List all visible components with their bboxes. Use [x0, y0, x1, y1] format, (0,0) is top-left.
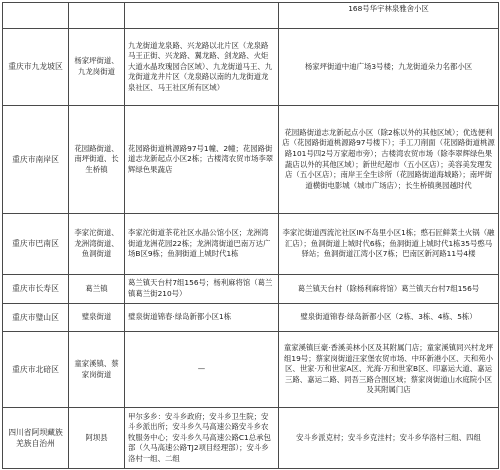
high-risk-area-cell: 璧泉街道锦春·绿岛新都小区1栋: [125, 304, 279, 332]
street-cell: 李家沱街道、龙洲湾街道、鱼洞街道: [69, 214, 125, 275]
medium-risk-area-cell: 花园路街道志龙新起点小区（除2栋以外的其他区域）；优选便利店（花园路街道桃源路97号楼下）；手工刀削面（花园路街道桃源路101号四2号万家超市旁）；古楼湾农贸市场（除李翠辉绿色果蔬店以外的其他区域）；新世纪超市（五小区店）；美容美发理发店（五小区店）；南岸王全生诊所（花园路街道海城路）；南坪街道横街电影城（城市广场店）；长生桥镇奥园越时代: [279, 106, 499, 214]
table-row: [3, 214, 499, 275]
region-cell: 重庆市北碚区: [3, 332, 69, 408]
table-row: [3, 408, 499, 469]
regional-risk-area-table: [2, 2, 499, 469]
street-cell: 葛兰镇: [69, 275, 125, 304]
table-row: [3, 332, 499, 408]
medium-risk-area-cell: 杨家坪街道中迪广场3号楼；九龙街道朵力名都小区: [279, 29, 499, 106]
high-risk-area-cell: 李家沱街道茶花社区水晶公馆小区；龙洲湾街道龙洲花园22栋；龙洲湾街道巴南万达广场B区9栋；鱼洞街道上城时代1栋: [125, 214, 279, 275]
table-row: [3, 275, 499, 304]
medium-risk-area-cell: 童家溪镇巨豪·香溪美林小区及其附属门店；童家溪镇同兴村龙坪组19号；蔡家岗街道汪家堡农贸市场、中环新港小区、天和苑小区、世家·万和世家A区、光海·万和世家B区、印嘉运大道、嘉运三路、嘉运二路、同吾三路合围区域；蔡家岗街道山水庭院小区及其附属门店: [279, 332, 499, 408]
high-risk-area-cell: —: [125, 332, 279, 408]
high-risk-area-cell: 九龙街道龙泉路、兴龙路以北片区（龙泉路马王正街、兴龙路、翼龙路、剑龙路、火炬大道水晶玫瑰园合区域）、九龙街道马王、九龙街道龙井片区（龙泉路以南的九龙街道龙泉社区、马王社区所有区域）: [125, 29, 279, 106]
region-cell: 重庆市璧山区: [3, 304, 69, 332]
medium-risk-area-cell: 李家沱街道西流沱社区IN不岛里小区1栋；憨石匠鲜菜土火锅（融汇店）；鱼洞街道上城时代6栋；鱼洞街道上城时代1栋35号憨马驿站；鱼洞街道江湾小区7栋；巴南区新河路11号4楼: [279, 214, 499, 275]
high-risk-area-cell: 甲尔多乡：安斗乡政府；安斗乡卫生院；安斗乡派出所；安斗乡久马高速公路安斗乡农牧服务中心；安斗乡久马高速公路C1总承包部（久马高速公路TJ2项目经理部）；安斗乡洛村一组、二组: [125, 408, 279, 469]
region-cell: 四川省阿坝藏族羌族自治州: [3, 408, 69, 469]
medium-risk-area-cell: 安斗乡派克村；安斗乡克洼村；安斗乡华洛村三组、四组: [279, 408, 499, 469]
street-cell: 童家溪镇、蔡家岗街道: [69, 332, 125, 408]
high-risk-area-cell: 葛兰镇天台村7组156号；杨利麻将馆（葛兰镇葛兰街210号）: [125, 275, 279, 304]
street-cell: 花园路街道、南坪街道、长生桥镇: [69, 106, 125, 214]
region-cell: 重庆市九龙坡区: [3, 29, 69, 106]
medium-risk-area-cell: 葛兰镇天台村（除杨利麻将馆）葛兰镇天台村7组156号: [279, 275, 499, 304]
street-cell: 杨家坪街道、九龙岗街道: [69, 29, 125, 106]
table-row: [3, 304, 499, 332]
table-row: [3, 29, 499, 106]
high-risk-area-cell: 花园路街道桃源路97号1幢、2幢；花园路街道志龙新起点小区2栋；古楼湾农贸市场李翠辉绿色果蔬店: [125, 106, 279, 214]
street-cell: 阿坝县: [69, 408, 125, 469]
medium-risk-area-cell: 168号华宇林泉雅舍小区: [279, 3, 499, 29]
region-cell: 重庆市巴南区: [3, 214, 69, 275]
region-cell: 重庆市南岸区: [3, 106, 69, 214]
table-row: [3, 106, 499, 214]
table-row: [3, 3, 499, 29]
medium-risk-area-cell: 璧泉街道锦春·绿岛新都小区（2栋、3栋、4栋、5栋）: [279, 304, 499, 332]
region-cell: [3, 3, 69, 29]
street-cell: 璧泉街道: [69, 304, 125, 332]
street-cell: [69, 3, 125, 29]
high-risk-area-cell: [125, 3, 279, 29]
region-cell: 重庆市长寿区: [3, 275, 69, 304]
